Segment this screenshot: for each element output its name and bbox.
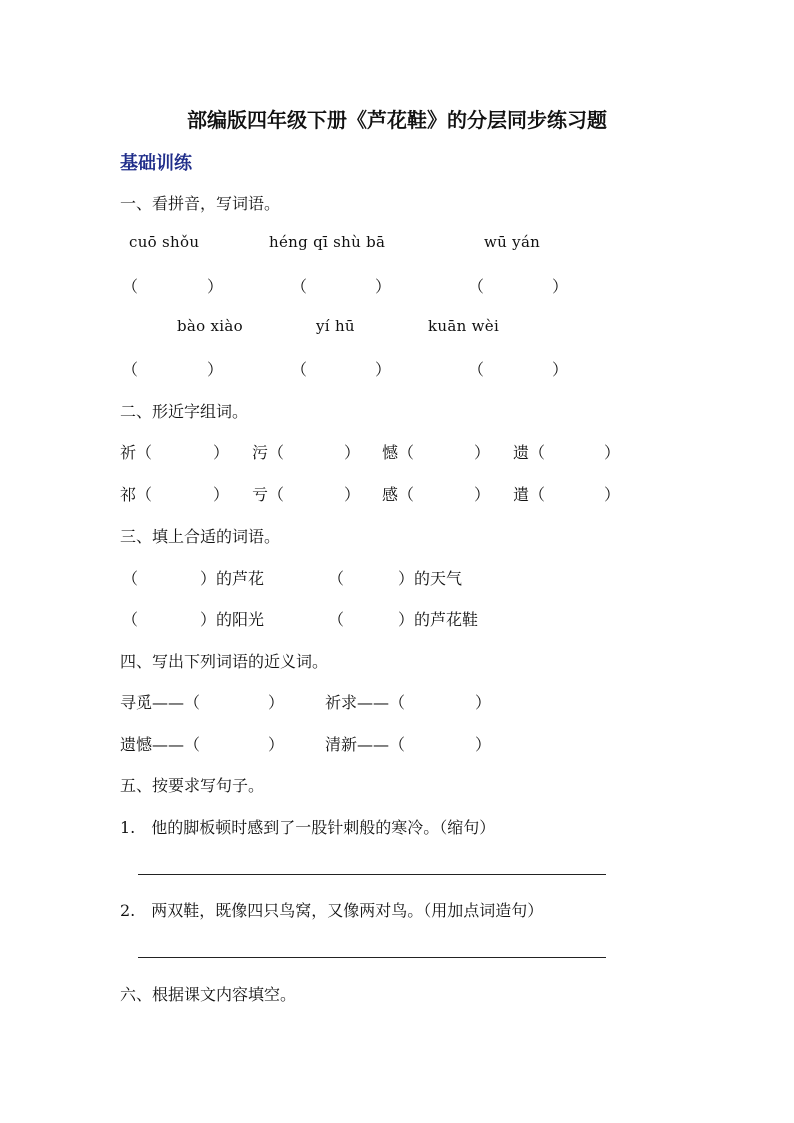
- char-item: 遗（: [513, 443, 546, 462]
- char-item: 污（: [252, 443, 285, 462]
- pinyin-1: cuō shǒu: [129, 233, 200, 251]
- char-item: 祈（: [120, 443, 153, 462]
- answer-paren-open: （: [122, 277, 139, 296]
- synonym-paren-close: ）: [475, 693, 492, 712]
- char-item: 祁（: [120, 485, 153, 504]
- char-paren-close: ）: [474, 443, 491, 462]
- char-paren-close: ）: [604, 485, 621, 504]
- fill-phrase: ）的芦花鞋: [398, 610, 479, 629]
- worksheet-title: 部编版四年级下册《芦花鞋》的分层同步练习题: [187, 108, 607, 132]
- section-1-heading: 一、看拼音，写词语。: [120, 194, 281, 213]
- char-paren-close: ）: [474, 485, 491, 504]
- pinyin-4: bào xiào: [177, 317, 243, 335]
- sentence-question-1: 1. 他的脚板顿时感到了一股针刺般的寒冷。（缩句）: [120, 818, 496, 837]
- char-item: 遣（: [513, 485, 546, 504]
- answer-paren-open: （: [122, 360, 139, 379]
- char-paren-close: ）: [344, 485, 361, 504]
- synonym-word: 遗憾——（: [120, 735, 201, 754]
- fill-paren-open: （: [122, 569, 139, 588]
- answer-paren-open: （: [468, 277, 485, 296]
- synonym-word: 寻觅——（: [120, 693, 201, 712]
- fill-phrase: ）的天气: [398, 569, 463, 588]
- section-5-heading: 五、按要求写句子。: [120, 776, 265, 795]
- sentence-question-2: 2. 两双鞋，既像四只鸟窝，又像两对鸟。（用加点词造句）: [120, 901, 544, 920]
- answer-paren-close: ）: [207, 360, 224, 379]
- fill-paren-open: （: [328, 569, 345, 588]
- char-item: 亏（: [252, 485, 285, 504]
- answer-paren-close: ）: [552, 360, 569, 379]
- pinyin-6: kuān wèi: [428, 317, 500, 335]
- char-paren-close: ）: [604, 443, 621, 462]
- answer-paren-open: （: [291, 277, 308, 296]
- synonym-paren-close: ）: [268, 735, 285, 754]
- char-paren-close: ）: [213, 443, 230, 462]
- char-item: 憾（: [382, 443, 415, 462]
- fill-paren-open: （: [122, 610, 139, 629]
- answer-paren-close: ）: [375, 360, 392, 379]
- answer-line: [138, 874, 606, 875]
- char-paren-close: ）: [344, 443, 361, 462]
- answer-paren-close: ）: [375, 277, 392, 296]
- char-item: 感（: [382, 485, 415, 504]
- synonym-paren-close: ）: [268, 693, 285, 712]
- answer-paren-open: （: [468, 360, 485, 379]
- section-2-heading: 二、形近字组词。: [120, 402, 249, 421]
- char-paren-close: ）: [213, 485, 230, 504]
- fill-phrase: ）的芦花: [200, 569, 265, 588]
- fill-phrase: ）的阳光: [200, 610, 265, 629]
- answer-paren-close: ）: [207, 277, 224, 296]
- answer-paren-open: （: [291, 360, 308, 379]
- section-6-heading: 六、根据课文内容填空。: [120, 985, 297, 1004]
- pinyin-2: héng qī shù bā: [269, 233, 386, 251]
- synonym-word: 祈求——（: [325, 693, 406, 712]
- section-4-heading: 四、写出下列词语的近义词。: [120, 652, 329, 671]
- synonym-paren-close: ）: [475, 735, 492, 754]
- fill-paren-open: （: [328, 610, 345, 629]
- pinyin-3: wū yán: [484, 233, 541, 251]
- pinyin-5: yí hū: [316, 317, 355, 335]
- answer-line: [138, 957, 606, 958]
- synonym-word: 清新——（: [325, 735, 406, 754]
- section-3-heading: 三、填上合适的词语。: [120, 527, 281, 546]
- answer-paren-close: ）: [552, 277, 569, 296]
- section-subheading: 基础训练: [120, 153, 192, 174]
